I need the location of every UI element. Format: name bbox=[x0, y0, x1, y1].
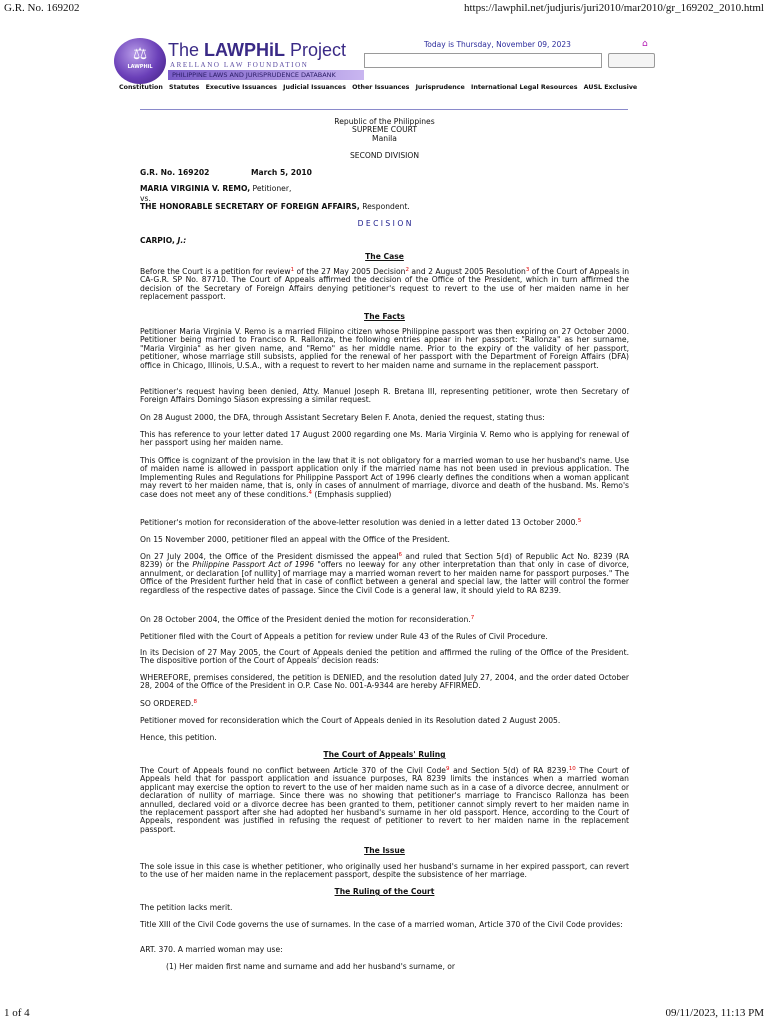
site-banner[interactable] bbox=[114, 38, 364, 84]
heading-ca-ruling: The Court of Appeals' Ruling bbox=[323, 750, 446, 759]
site-subtitle: ARELLANO LAW FOUNDATION bbox=[170, 61, 309, 69]
paragraph-rule-43: Petitioner filed with the Court of Appeals a petition for review under Rule 43 of the Rules of Civil Procedure. bbox=[140, 632, 548, 641]
nav-jurisprudence[interactable]: Jurisprudence bbox=[415, 84, 465, 91]
page-number: 1 of 4 bbox=[4, 1007, 30, 1019]
respondent-line: THE HONORABLE SECRETARY OF FOREIGN AFFAIRS, Respondent. bbox=[140, 202, 410, 211]
print-title: G.R. No. 169202 bbox=[4, 2, 80, 14]
petitioner-line: MARIA VIRGINIA V. REMO, Petitioner, bbox=[140, 184, 292, 193]
nav-constitution[interactable]: Constitution bbox=[119, 84, 163, 91]
court-city: Manila bbox=[372, 133, 397, 143]
court-name: SUPREME COURT bbox=[352, 125, 417, 135]
print-header bbox=[4, 2, 764, 16]
paragraph-reconsideration: Petitioner moved for reconsideration which the Court of Appeals denied in its Resolution dated 2 August 2005. bbox=[140, 716, 561, 725]
nav-other-issuances[interactable]: Other Issuances bbox=[352, 84, 410, 91]
heading-ruling: The Ruling of the Court bbox=[334, 887, 435, 896]
paragraph-title-xiii: Title XIII of the Civil Code governs the use of surnames. In the case of a married woman, Article 370 of the Civil Code provides: bbox=[140, 920, 623, 929]
nav-executive-issuances[interactable]: Executive Issuances bbox=[205, 84, 277, 91]
paragraph-motion: Petitioner's motion for reconsideration of the above-letter resolution was denied in a letter dated 13 October 2000.$^5$ bbox=[140, 518, 582, 527]
nav-international-legal-resources[interactable]: International Legal Resources bbox=[471, 84, 578, 91]
logo-label: LAWPHiL bbox=[127, 64, 153, 70]
today-date: Today is Thursday, November 09, 2023 bbox=[424, 40, 571, 49]
print-footer bbox=[4, 1007, 764, 1021]
heading-the-case: The Case bbox=[365, 252, 404, 261]
print-datetime: 09/11/2023, 11:13 PM bbox=[665, 1007, 764, 1019]
heading-facts: The Facts bbox=[364, 312, 405, 321]
versus: vs. bbox=[140, 194, 151, 203]
paragraph-appeal: On 15 November 2000, petitioner filed an appeal with the Office of the President. bbox=[140, 535, 450, 544]
decision-heading: D E C I S I O N bbox=[357, 219, 412, 228]
paragraph-quote-2: This Office is cognizant of the provision in the law that it is not obligatory for a married woman to use her husband's name. Use of maiden name is allowed in passport application only if the married name has not been used in previous application. The Implementing Rules and Regulations for Philippine Passport Act of 1996 clearly defines the conditions when a woman applicant may revert to her maiden name, that is, only in cases of annulment of marriage, divorce and death of the husband. Ms. Remo's case does not meet any of these conditions.$^4$ (Emphasis supplied) bbox=[140, 456, 629, 499]
paragraph-quote-1: This has reference to your letter dated 17 August 2000 regarding one Ms. Maria Virginia V. Remo who is applying for renewal of her passport using her maiden name. bbox=[140, 430, 629, 448]
heading-issue: The Issue bbox=[364, 846, 405, 855]
paragraph-case: Before the Court is a petition for review$^1$ of the 27 May 2005 Decision$^2$ and 2 August 2005 Resolution$^3$ of the Court of Appeals in CA-G.R. SP No. 87710. The Court of Appeals affirmed the decision of the Office of the President, which in turn affirmed the decision of the Secretary of Foreign Affairs denying petitioner's request to revert to the use of her maiden name in her replacement passport. bbox=[140, 267, 630, 302]
scales-of-justice-icon[interactable]: ⚖ LAWPHiL bbox=[114, 38, 166, 84]
nav-statutes[interactable]: Statutes bbox=[169, 84, 200, 91]
paragraph-art-370: ART. 370. A married woman may use: bbox=[140, 945, 283, 954]
paragraph-op-denial: On 28 October 2004, the Office of the President denied the motion for reconsideration.$^7$ bbox=[140, 615, 475, 624]
paragraph-art-370-1: (1) Her maiden first name and surname and add her husband's surname, or bbox=[166, 962, 456, 971]
search-input[interactable] bbox=[364, 53, 602, 68]
search-button[interactable] bbox=[608, 53, 655, 68]
decision-date: March 5, 2010 bbox=[251, 168, 312, 177]
paragraph-ca-ruling: The Court of Appeals found no conflict between Article 370 of the Civil Code$^9$ and Section 5(d) of RA 8239.10 The Court of Appeals held that for passport application and issuance purposes, RA 8239 limits the instances when a married woman applicant may exercise the option to revert to the use of her maiden name such as in a case of a divorce decree, annulment or declaration of nullity of marriage. Since there was no showing that petitioner's marriage to Francisco Rallonza has been annulled, declared void or a divorce decree has been granted to them, petitioner cannot simply revert to her maiden name in the replacement passport after she had adopted her husband's surname in her old passport. Hence, according to the Court of Appeals, respondent was justified in refusing the request of petitioner to revert to her maiden name in the replacement passport. bbox=[140, 766, 629, 834]
nav-ausl-exclusive[interactable]: AUSL Exclusive bbox=[583, 84, 638, 91]
paragraph-dispositive: WHEREFORE, premises considered, the petition is DENIED, and the resolution dated July 27, 2004, and the order dated October 28, 2004 of the Office of the President in O.P. Case No. 001-A-9344 are hereby AFFIRMED. bbox=[140, 673, 629, 691]
paragraph-facts-2: Petitioner's request having been denied, Atty. Manuel Joseph R. Bretana III, representing petitioner, wrote then Secretary of Foreign Affairs Domingo Siason expressing a similar request. bbox=[140, 387, 629, 405]
paragraph-hence: Hence, this petition. bbox=[140, 733, 217, 742]
site-tagline: PHILIPPINE LAWS AND JURISPRUDENCE DATABANK bbox=[168, 70, 364, 80]
home-icon[interactable]: ⌂ bbox=[642, 39, 648, 49]
main-nav bbox=[119, 84, 641, 91]
paragraph-lacks-merit: The petition lacks merit. bbox=[140, 903, 233, 912]
nav-judicial-issuances[interactable]: Judicial Issuances bbox=[283, 84, 346, 91]
paragraph-facts-3: On 28 August 2000, the DFA, through Assistant Secretary Belen F. Anota, denied the request, stating thus: bbox=[140, 413, 545, 422]
print-url: https://lawphil.net/judjuris/juri2010/mar2010/gr_169202_2010.html bbox=[463, 2, 764, 14]
paragraph-facts-1: Petitioner Maria Virginia V. Remo is a married Filipino citizen whose Philippine passport was then expiring on 27 October 2000. Petitioner being married to Francisco R. Rallonza, the following entries appear in her passport: "Rallonza" as her surname, "Maria Virginia" as her given name, and "Remo" as her middle name. Prior to the expiry of the validity of her passport, petitioner, whose marriage still subsists, applied for the renewal of her passport with the Department of Foreign Affairs (DFA) office in Chicago, Illinois, U.S.A., with a request to revert to her maiden name and surname in the replacement passport. bbox=[140, 327, 629, 370]
paragraph-ca-decision: In its Decision of 27 May 2005, the Court of Appeals denied the petition and affirmed the ruling of the Office of the President. The dispositive portion of the Court of Appeals' decision reads: bbox=[140, 648, 629, 666]
paragraph-so-ordered: SO ORDERED.$^8$ bbox=[140, 699, 197, 708]
ponente: CARPIO, J.: bbox=[140, 236, 187, 245]
paragraph-op-ruling: On 27 July 2004, the Office of the President dismissed the appeal$^6$ and ruled that Section 5(d) of Republic Act No. 8239 (RA 8239) or the Philippine Passport Act of 1996 "offers no leeway for any other interpretation than that only in case of divorce, annulment, or declaration [of nullity] of marriage may a married woman revert to her maiden name for passport purposes." The Office of the President further held that in case of conflict between a general and special law, the latter will control the former regardless of the respective dates of passage. Since the Civil Code is a general law, it should yield to RA 8239. bbox=[140, 552, 629, 595]
site-title: The LAWPHiL Project bbox=[168, 40, 347, 60]
division-label: SECOND DIVISION bbox=[349, 151, 420, 160]
gr-number: G.R. No. 169202 bbox=[140, 168, 210, 177]
court-header bbox=[140, 118, 629, 143]
divider bbox=[140, 109, 628, 110]
paragraph-issue: The sole issue in this case is whether petitioner, who originally used her husband's surname in her expired passport, can revert to the use of her maiden name in the replacement passport, despite the subsistence of her marriage. bbox=[140, 862, 629, 880]
republic-label: Republic of the Philippines bbox=[334, 117, 435, 126]
